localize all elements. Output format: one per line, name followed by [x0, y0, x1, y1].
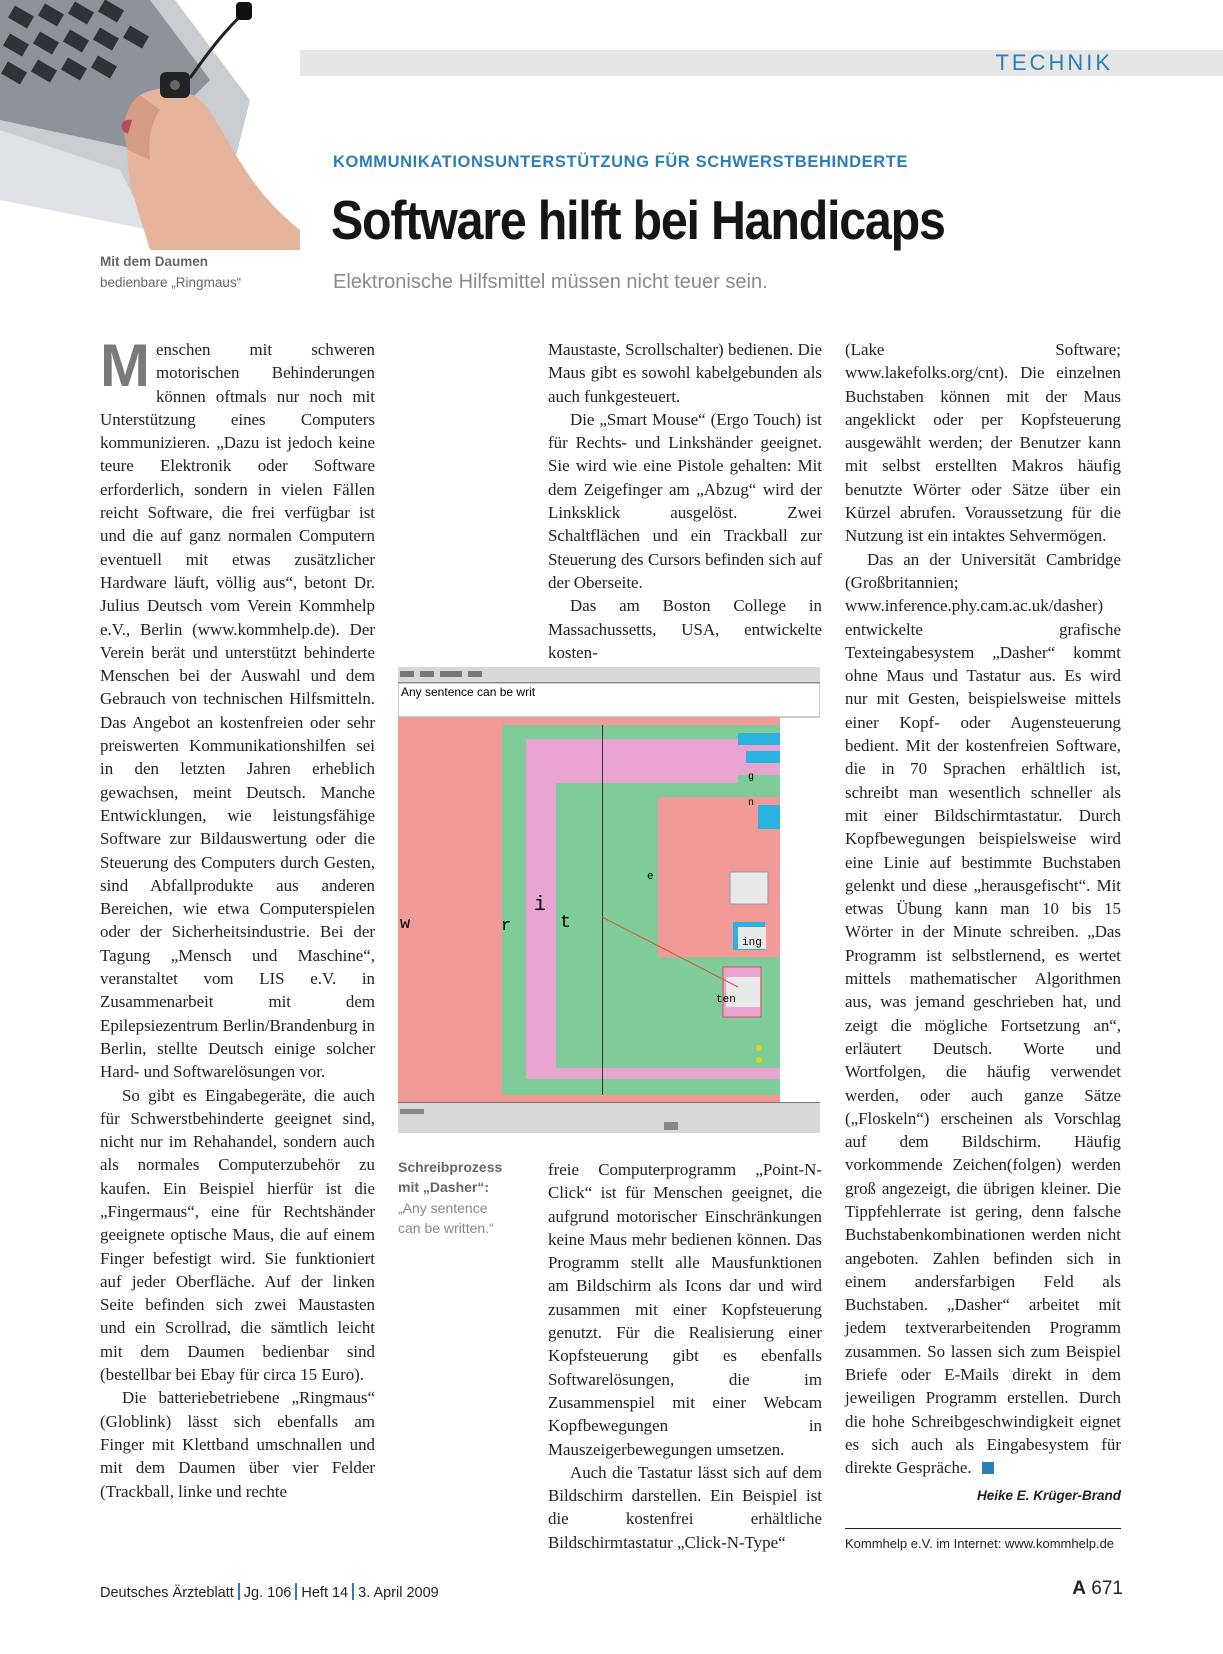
dasher-letter-n: n: [748, 798, 755, 809]
photo-caption-text: bedienbare „Ringmaus“: [100, 275, 242, 290]
paragraph: Das an der Universität Cambridge (Großbritannien; www.inference.phy.cam.ac.uk/dasher) entwickelte grafische Texteingabesystem „Dasher“ kommt ohne Maus und Tastatur aus. Es wird nur mit Gesten, beispielsweise mittels einer Kopf- oder Augensteuerung bedient. Mit der kostenfreien Software, die in 70 Sprachen erhältlich ist, schreibt man wesentlich schneller als mit einer Bildschirmtastatur. Durch Kopfbewegungen beispielsweise wird eine Linie auf bestimmte Buchstaben gelenkt und diese „herausgefischt“. Mit etwas Übung kann man 10 bis 15 Wörter in der Minute schreiben. „Das Programm ist selbstlernend, es wertet mittels mathematischer Algorithmen aus, was jemand geschrieben hat, und zeigt die mögliche Fortsetzung an“, erläutert Deutsch. Worte und Wortfolgen, die häufig verwendet werden, oder auch ganze Sätze („Floskeln“) erscheinen als Vorschlag auf dem Bildschirm. Häufig vorkommende Zeichen(folgen) werden groß angezeigt, die übrigen kleiner. Die Tippfehlerrate ist gering, denn falsche Buchstabenkombinationen werden nicht angeboten. Zahlen befinden sich in einem andersfarbigen Feld als Buchstaben. „Dasher“ arbeitet mit jedem textverarbeitenden Programm zusammen. So lassen sich zum Beispiel Briefe oder E-Mails direkt in dem jeweiligen Programm erstellen. Durch die hohe Schreibgeschwindigkeit eignet es sich auch als Eingabesystem für direkte Gespräche.: [845, 549, 1121, 1478]
section-label: TECHNIK: [995, 50, 1113, 75]
paragraph: Die „Smart Mouse“ (Ergo Touch) ist für Rechts- und Linkshänder geeignet. Sie wird wie eine Pistole gehalten: Mit dem Zeigefinger am „Abzug“ wird der Linksklick ausgelöst. Zwei Schaltflächen und ein Trackball zur Steuerung des Cursors befinden sich auf der Oberseite.: [548, 409, 822, 592]
article-end-mark: [982, 1462, 994, 1474]
journal-name: Deutsches Ärzteblatt: [100, 1585, 234, 1601]
paragraph: freie Computerprogramm „Point-N-Click“ ist für Menschen geeignet, die aufgrund motorischer Einschränkungen keine Maus mehr bedienen können. Das Programm stellt alle Mausfunktionen am Bildschirm als Icons dar und wird zusammen mit einer Kopfsteuerung genutzt. Für die Realisierung einer Kopfsteuerung gibt es ebenfalls Softwarelösungen, die im Zusammenspiel mit einer Webcam Kopfbewegungen in Mauszeigerbewegungen umsetzen.: [548, 1160, 822, 1459]
dasher-letter-g: g: [748, 772, 755, 783]
article-column-2-bottom: [548, 1158, 822, 1554]
dasher-letter-t: t: [560, 913, 571, 933]
dasher-text-box: Any sentence can be writ: [401, 685, 536, 699]
article-kicker: KOMMUNIKATIONSUNTERSTÜTZUNG FÜR SCHWERSTBEHINDERTE: [333, 153, 909, 171]
journal-volume: Jg. 106: [243, 1585, 292, 1601]
dasher-screenshot: [398, 667, 820, 1133]
page-number: [1072, 1578, 1123, 1600]
paragraph: Auch die Tastatur lässt sich auf dem Bildschirm darstellen. Ein Beispiel ist die kostenfrei erhältliche Bildschirmtastatur „Click-N-Type“: [548, 1462, 822, 1552]
footer-separator: [295, 1583, 297, 1600]
article-subhead: Elektronische Hilfsmittel müssen nicht teuer sein.: [333, 271, 768, 293]
paragraph: Das am Boston College in Massachussetts, USA, entwickelte kosten-: [548, 596, 822, 662]
footer-separator: [238, 1583, 240, 1600]
photo-caption-title: Mit dem Daumen: [100, 254, 209, 269]
article-column-3: [845, 338, 1121, 1507]
page-footer: [100, 1583, 439, 1601]
figure-caption-title: Schreibprozess mit „Dasher“:: [398, 1159, 503, 1195]
paragraph: (Lake Software; www.lakefolks.org/cnt). Die einzelnen Buchstaben können mit der Maus angeklickt oder per Kopfsteuerung ausgewählt werden; der Benutzer kann mit selbst erstellten Makros häufig benutzte Wörter oder Sätze über ein Kürzel abrufen. Voraussetzung für die Nutzung ist ein intaktes Sehvermögen.: [845, 340, 1121, 546]
article-column-2-top: [548, 338, 822, 664]
paragraph: Die batteriebetriebene „Ringmaus“ (Globlink) lässt sich ebenfalls am Finger mit Klettband umschnallen und mit dem Daumen über vier Felder (Trackball, linke und rechte: [100, 1388, 375, 1501]
article-column-1: [100, 332, 375, 1503]
dasher-letters-ten: ten: [716, 994, 736, 1006]
page-prefix: A: [1072, 1578, 1087, 1599]
page-number-value: 671: [1091, 1578, 1123, 1599]
web-note: Kommhelp e.V. im Internet: www.kommhelp.de: [845, 1536, 1115, 1551]
note-divider: [845, 1528, 1121, 1529]
dasher-letter-r: r: [501, 917, 512, 936]
dasher-letters-ing: ing: [742, 937, 762, 949]
article-headline: Software hilft bei Handicaps: [331, 189, 945, 251]
dasher-letter-i: i: [534, 894, 547, 917]
article-author: Heike E. Krüger-Brand: [976, 1487, 1121, 1503]
figure-caption-text: „Any sentence can be written.“: [398, 1200, 494, 1236]
drop-cap: M: [100, 332, 150, 399]
journal-issue: Heft 14: [301, 1585, 349, 1601]
footer-separator: [352, 1583, 354, 1600]
paragraph: So gibt es Eingabegeräte, die auch für Schwerstbehinderte geeignet sind, nicht nur im Rehahandel, sondern auch als normales Computerzubehör zu kaufen. Ein Beispiel hierfür ist die „Fingermaus“, eine für Rechtshänder geeignete optische Maus, die auf einem Finger befestigt wird. Sie funktioniert auf jeder Oberfläche. Auf der linken Seite befinden sich zwei Maustasten und ein Scrollrad, die sämtlich leicht mit dem Daumen bedienbar sind (bestellbar bei Ebay für circa 15 Euro).: [100, 1085, 375, 1385]
paragraph: Maustaste, Scrollschalter) bedienen. Die Maus gibt es sowohl kabelgebunden als auch funkgesteuert.: [548, 340, 822, 406]
ringmouse-photo: [0, 0, 300, 250]
journal-date: 3. April 2009: [358, 1585, 439, 1601]
dasher-letter-e: e: [647, 871, 654, 883]
dasher-letter-w: w: [400, 915, 411, 934]
paragraph: Menschen mit schweren motorischen Behinderungen können oftmals nur noch mit Unterstützung eines Computers kommunizieren. „Dazu ist jedoch keine teure Elektronik oder Software erforderlich, sondern in vielen Fällen reicht Software, die frei verfügbar ist und die auf ganz normalen Computern eventuell mit etwas zusätzlicher Hardware läuft, völlig aus“, betont Dr. Julius Deutsch vom Verein Kommhelp e.V., Berlin (www.kommhelp.de). Der Verein berät und unterstützt behinderte Menschen bei der Auswahl und dem Gebrauch von technischen Hilfsmitteln. Das Angebot an kostenfreien oder sehr preiswerten Kommunikationshilfen sei in den letzten Jahren erheblich gewachsen, meint Deutsch. Manche Entwicklungen, wie leistungsfähige Software zur Bildauswertung oder die Steuerung des Computers durch Gesten, sind Abfallprodukte aus anderen Bereichen, wie etwa Computerspielen oder der Sicherheitsindustrie. Bei der Tagung „Mensch und Maschine“, veranstaltet vom LIS e.V. in Zusammenarbeit mit dem Epilepsiezentrum Berlin/Brandenburg in Berlin, stellte Deutsch einige solcher Hard- und Softwarelösungen vor.: [100, 332, 375, 1082]
